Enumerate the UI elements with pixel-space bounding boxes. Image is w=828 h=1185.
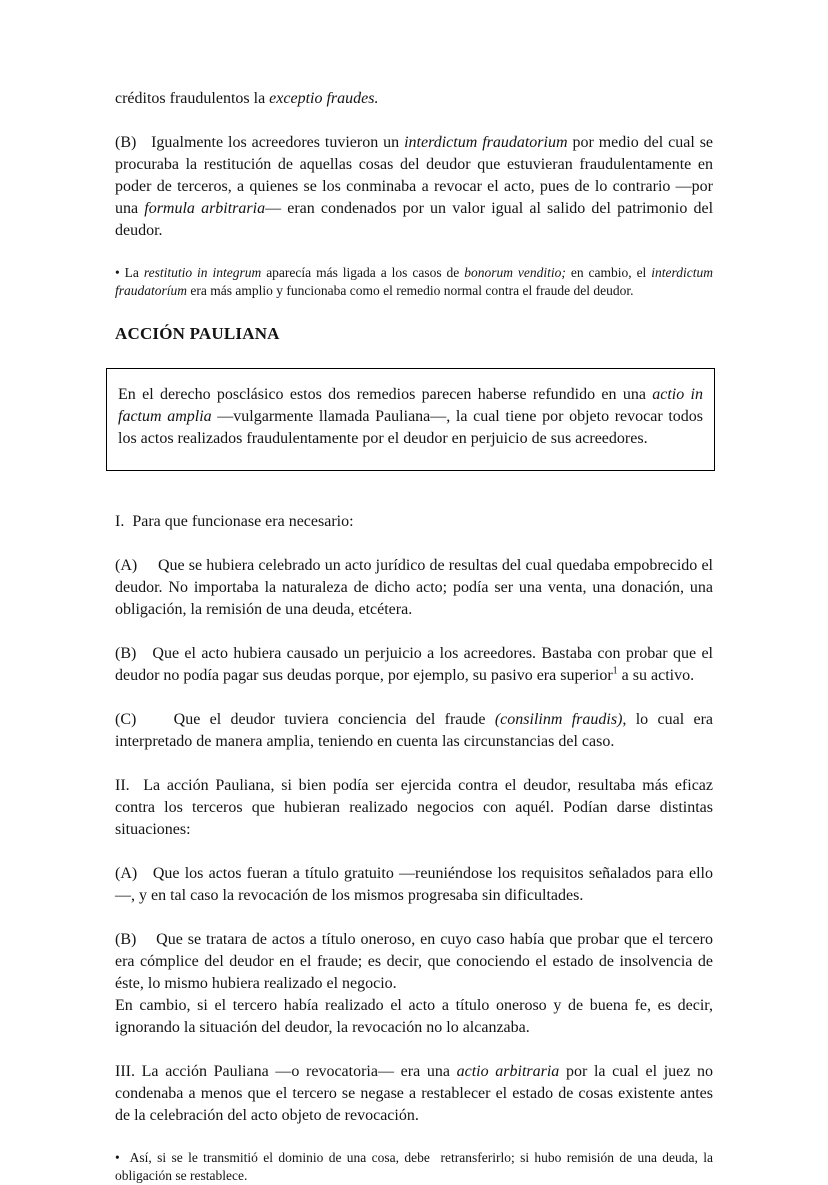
list-item-i-c: (C) Que el deudor tuviera conciencia del fraude (consilinm fraudis), lo cual era interpretado de manera amplia, teniendo en cuenta las circunstancias del caso. — [115, 711, 714, 750]
boxed-definition — [106, 368, 715, 471]
list-intro-section-i: I. Para que funcionase era necesario: — [115, 513, 354, 530]
list-intro-section-ii: II. La acción Pauliana, si bien podía ser ejercida contra el deudor, resultaba más eficaz contra los terceros que hubieran realizado negocios con aquél. Podían darse distintas situaciones: — [115, 777, 713, 838]
boxed-definition-text: En el derecho posclásico estos dos remedios parecen haberse refundido en una actio in factum amplia —vulgarmente llamada Pauliana—, la cual tiene por objeto revocar todos los actos realizados fraudulentamente por el deudor en perjuicio de sus acreedores. — [118, 386, 704, 447]
section-heading-accion-pauliana: ACCIÓN PAULIANA — [115, 324, 280, 343]
footnote-final: • Así, si se le transmitió el dominio de una cosa, debe retransferirlo; si hubo remisión de una deuda, la obligación se restablece. — [115, 1150, 713, 1183]
footnote-restitutio-in-integrum: • La restitutio in integrum aparecía más ligada a los casos de bonorum venditio; en cambio, el interdictum fraudatoríum era más amplio y funcionaba como el remedio normal contra el fraude del deudor. — [115, 265, 714, 298]
paragraph-section-iii: III. La acción Pauliana —o revocatoria— era una actio arbitraria por la cual el juez no condenaba a menos que el tercero se negase a restablecer el estado de cosas existente antes de la celebración del acto objeto de revocación. — [115, 1063, 714, 1124]
list-item-ii-b: (B) Que se tratara de actos a título oneroso, en cuyo caso había que probar que el tercero era cómplice del deudor en el fraude; es decir, que conociendo el estado de insolvencia de éste, lo mismo hubiera realizado el negocio. En cambio, si el tercero había realizado el acto a título oneroso y de buena fe, es decir, ignorando la situación del deudor, la revocación no lo alcanzaba. — [115, 931, 713, 1036]
list-item-ii-a: (A) Que los actos fueran a título gratuito —reuniéndose los requisitos señalados para ello—, y en tal caso la revocación de los mismos progresaba sin dificultades. — [115, 865, 713, 904]
list-item-i-b: (B) Que el acto hubiera causado un perjuicio a los acreedores. Bastaba con probar que el deudor no podía pagar sus deudas porque, por ejemplo, su pasivo era superior$^1$ a su activo. — [115, 645, 713, 684]
paragraph-interdictum-fraudatorium: (B) Igualmente los acreedores tuvieron un interdictum fraudatorium por medio del cual se procuraba la restitución de aquellas cosas del deudor que estuvieran fraudulentamente en poder de terceros, a quienes se los conminaba a revocar el acto, pues de lo contrario —por una formula arbitraria— eran condenados por un valor igual al salido del patrimonio del deudor. — [115, 134, 714, 239]
list-item-i-a: (A) Que se hubiera celebrado un acto jurídico de resultas del cual quedaba empobrecido el deudor. No importaba la naturaleza de dicho acto; podía ser una venta, una donación, una obligación, la remisión de una deuda, etcétera. — [115, 557, 713, 618]
paragraph-continued-from-previous-page: créditos fraudulentos la exceptio fraudes. — [115, 90, 379, 107]
